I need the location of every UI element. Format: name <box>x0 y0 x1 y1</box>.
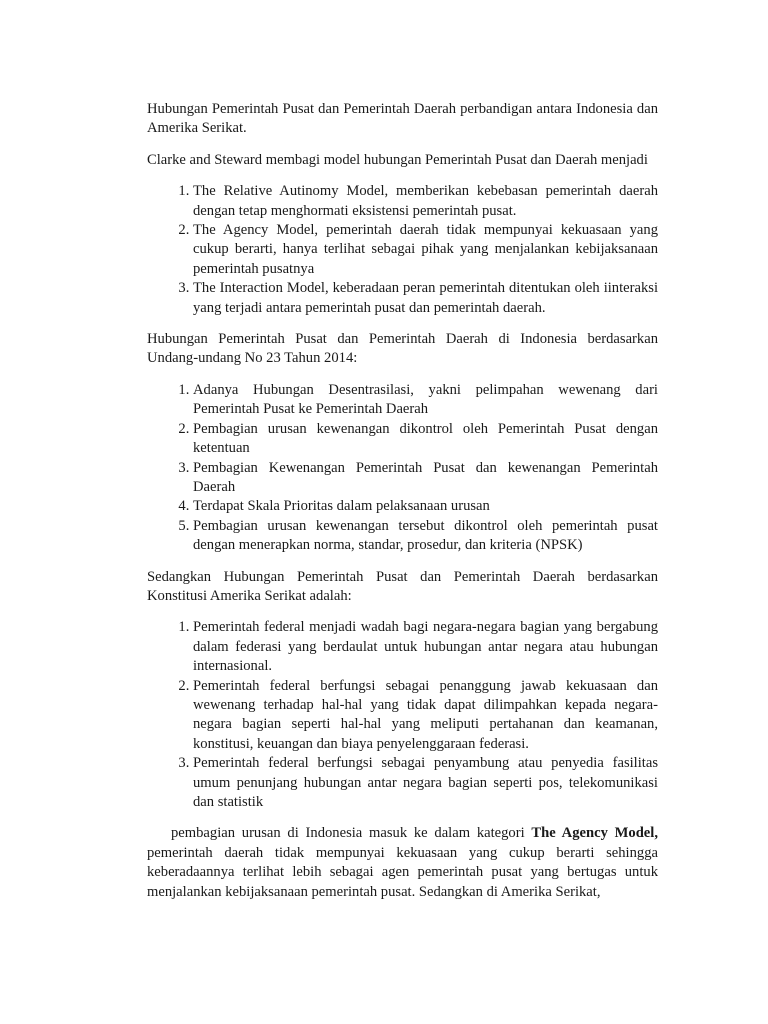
usa-intro-paragraph: Sedangkan Hubungan Pemerintah Pusat dan Pemerintah Daerah berdasarkan Konstitusi Amerika Serikat adalah: <box>147 568 658 604</box>
list-item: 2. Pemerintah federal berfungsi sebagai penanggung jawab kekuasaan dan wewenang terhadap hal-hal yang tidak dapat dilimpahkan kepada negara-negara bagian seperti hal-hal yang meliputi pertahanan dan keamanan, konstitusi, keuangan dan biaya penyelenggaraan federasi. <box>193 677 658 755</box>
usa-relations-list <box>147 618 658 812</box>
conclusion-text-start: pembagian urusan di Indonesia masuk ke dalam kategori <box>171 825 532 842</box>
list-item: 5. Pembagian urusan kewenangan tersebut dikontrol oleh pemerintah pusat dengan menerapkan norma, standar, prosedur, dan kriteria (NPSK) <box>193 517 658 556</box>
clarke-model-list <box>147 182 658 318</box>
indonesia-relations-list <box>147 381 658 556</box>
document-body <box>147 100 658 902</box>
list-item: 2. Pembagian urusan kewenangan dikontrol oleh Pemerintah Pusat dengan ketentuan <box>193 420 658 459</box>
list-item: 1. Adanya Hubungan Desentrasilasi, yakni pelimpahan wewenang dari Pemerintah Pusat ke Pemerintah Daerah <box>193 381 658 420</box>
conclusion-text-end: pemerintah daerah tidak mempunyai kekuasaan yang cukup berarti sehingga keberadaannya terlihat lebih sebagai agen pemerintah pusat yang bertugas untuk menjalankan kebijaksanaan pemerintah pusat. Sedangkan di Amerika Serikat, <box>147 844 658 900</box>
list-item: 4. Terdapat Skala Prioritas dalam pelaksanaan urusan <box>193 497 658 516</box>
intro-paragraph: Hubungan Pemerintah Pusat dan Pemerintah Daerah perbandigan antara Indonesia dan Amerika Serikat. <box>147 101 658 137</box>
list-item: 3. The Interaction Model, keberadaan peran pemerintah ditentukan oleh iinteraksi yang terjadi antara pemerintah pusat dan pemerintah daerah. <box>193 279 658 318</box>
list-item: 1. The Relative Autinomy Model, memberikan kebebasan pemerintah daerah dengan tetap menghormati eksistensi pemerintah pusat. <box>193 182 658 221</box>
list-item: 3. Pemerintah federal berfungsi sebagai penyambung atau penyedia fasilitas umum penunjang hubungan antar negara bagian seperti pos, telekomunikasi dan statistik <box>193 754 658 812</box>
list-item: 1. Pemerintah federal menjadi wadah bagi negara-negara bagian yang bergabung dalam federasi yang berdaulat untuk hubungan antar negara atau hubungan internasional. <box>193 618 658 676</box>
list-item: 3. Pembagian Kewenangan Pemerintah Pusat dan kewenangan Pemerintah Daerah <box>193 459 658 498</box>
indonesia-intro-paragraph: Hubungan Pemerintah Pusat dan Pemerintah Daerah di Indonesia berdasarkan Undang-undang No 23 Tahun 2014: <box>147 331 658 367</box>
list-item: 2. The Agency Model, pemerintah daerah tidak mempunyai kekuasaan yang cukup berarti, hanya terlihat sebagai pihak yang menjalankan kebijaksanaan pemerintah pusatnya <box>193 221 658 279</box>
conclusion-paragraph <box>147 824 658 902</box>
clarke-intro-paragraph: Clarke and Steward membagi model hubungan Pemerintah Pusat dan Daerah menjadi <box>147 151 648 168</box>
agency-model-emphasis: The Agency Model, <box>531 825 658 842</box>
